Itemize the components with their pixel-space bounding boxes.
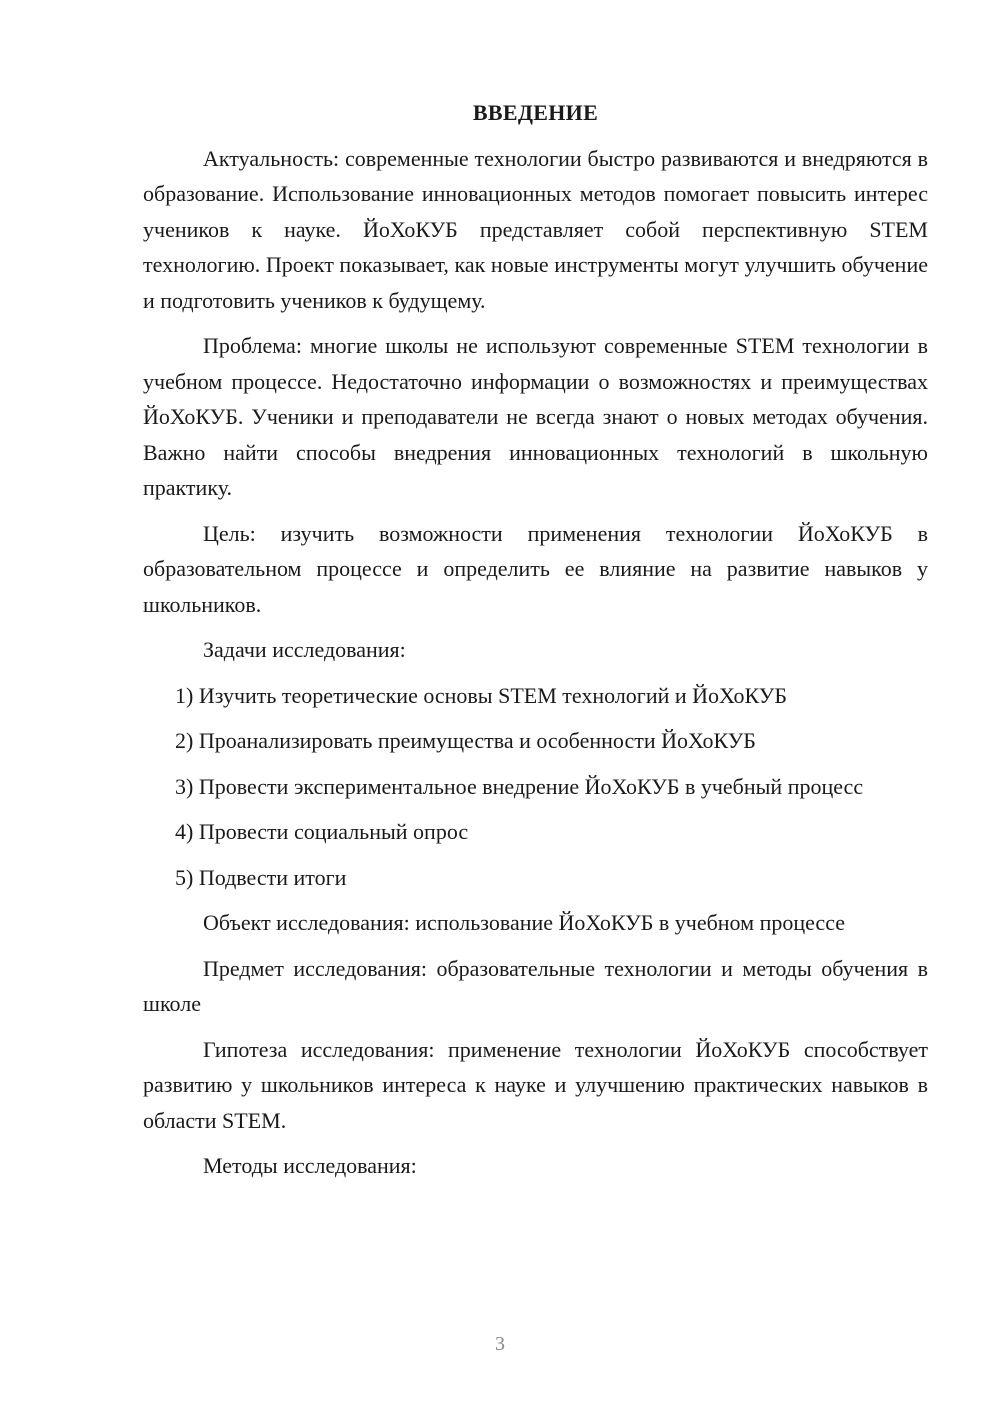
methods-title: Методы исследования:: [203, 1153, 417, 1178]
goal-paragraph: Цель: изучить возможности применения технологии ЙоХоКУБ в образовательном процессе и определить ее влияние на развитие навыков у школьников.: [143, 520, 928, 617]
task-item-5: 5) Подвести итоги: [175, 864, 347, 890]
task-item-3: 3) Провести экспериментальное внедрение ЙоХоКУБ в учебный процесс: [175, 773, 864, 799]
section-heading: ВВЕДЕНИЕ: [472, 100, 599, 125]
subject-paragraph: Предмет исследования: образовательные технологии и методы обучения в школе: [143, 955, 928, 1016]
task-item-4: 4) Провести социальный опрос: [175, 819, 469, 844]
page-content: [143, 95, 928, 1194]
hypothesis-paragraph: Гипотеза исследования: применение технологии ЙоХоКУБ способствует развитию у школьников интереса к науке и улучшению практических навыков в области STEM.: [143, 1036, 928, 1133]
page-number: 3: [495, 1333, 505, 1355]
object-paragraph: Объект исследования: использование ЙоХоКУБ в учебном процессе: [203, 910, 845, 935]
relevance-paragraph: Актуальность: современные технологии быстро развиваются и внедряются в образование. Использование инновационных методов помогает повысить интерес учеников к науке. ЙоХоКУБ представляет собой перспективную STEM технологию. Проект показывает, как новые инструменты могут улучшить обучение и подготовить учеников к будущему.: [143, 145, 928, 313]
problem-paragraph: Проблема: многие школы не используют современные STEM технологии в учебном процессе. Недостаточно информации о возможностях и преимуществах ЙоХоКУБ. Ученики и преподаватели не всегда знают о новых методах обучения. Важно найти способы внедрения инновационных технологий в школьную практику.: [143, 333, 928, 500]
task-item-2: 2) Проанализировать преимущества и особенности ЙоХоКУБ: [175, 728, 756, 753]
tasks-title: Задачи исследования:: [203, 637, 406, 662]
task-item-1: 1) Изучить теоретические основы STEM технологий и ЙоХоКУБ: [175, 682, 787, 708]
